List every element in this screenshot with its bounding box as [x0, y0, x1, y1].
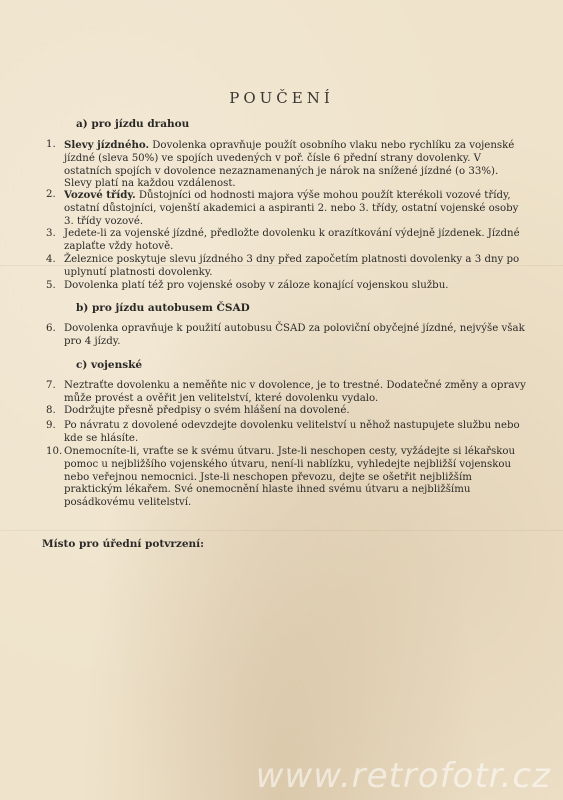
item-number: 10.: [46, 446, 63, 457]
item-text: Dovolenka opravňuje k použití autobusu ČSAD za poloviční obyčejné jízdné, nejvýše však pro 4 jízdy.: [64, 323, 525, 347]
item-text: Onemocníte-li, vraťte se k svému útvaru. Jste-li neschopen cesty, vyžádejte si lékařskou pomoc u nejbližšího vojenského útvaru, není-li nablízku, vyhledejte nejbližší vojenskou nebo veřejnou nemocnici. Jste-li neschopen převozu, dejte se ošetřit nejbližším praktickým lékařem. Své onemocnění hlaste ihned svému útvaru a nejbližšímu posádkovému velitelství.: [64, 446, 516, 509]
watermark: www.retrofotr.cz: [255, 756, 551, 796]
item-number: 1.: [46, 139, 56, 150]
item-number: 9.: [46, 420, 56, 431]
item-number: 5.: [46, 280, 56, 291]
item-number: 8.: [46, 405, 56, 416]
page-title: POUČENÍ: [229, 89, 334, 107]
list-item: [46, 323, 526, 349]
list-item: [46, 189, 526, 228]
list-item: [46, 280, 526, 293]
section-heading-c: c) vojenské: [76, 359, 143, 371]
list-item: [46, 254, 526, 280]
item-number: 7.: [46, 380, 56, 391]
list-item: [46, 380, 526, 406]
item-lead: Vozové třídy.: [64, 189, 136, 201]
section-heading-b: b) pro jízdu autobusem ČSAD: [76, 302, 250, 314]
item-number: 3.: [46, 228, 56, 239]
item-text: Železnice poskytuje slevu jízdného 3 dny před započetím platnosti dovolenky a 3 dny po uplynutí platnosti dovolenky.: [64, 254, 520, 278]
list-item: [46, 228, 526, 254]
item-lead: Slevy jízdného.: [64, 139, 150, 151]
section-heading-a: a) pro jízdu drahou: [76, 118, 190, 130]
item-number: 2.: [46, 189, 56, 200]
paper-fold: [0, 530, 563, 531]
item-text: Dovolenka opravňuje použít osobního vlaku nebo rychlíku za vojenské jízdné (sleva 50%) ve spojích uvedených v poř. čísle 6 přední strany dovolenky. V ostatních spojích v dovolence nezaznamenaných je nárok na snížené jízdné (o 33%). Slevy platí na každou vzdálenost.: [64, 140, 515, 190]
list-item: [46, 446, 526, 510]
item-number: 6.: [46, 323, 56, 334]
item-number: 4.: [46, 254, 56, 265]
list-item: [46, 139, 526, 191]
item-text: Dodržujte přesně předpisy o svém hlášení na dovolené.: [64, 405, 350, 416]
list-item: [46, 420, 526, 446]
item-text: Dovolenka platí též pro vojenské osoby v záloze konající vojenskou službu.: [64, 280, 449, 291]
item-text: Jedete-li za vojenské jízdné, předložte dovolenku k orazítkování výdejně jízdenek. Jízdné zaplaťte vždy hotově.: [64, 228, 520, 252]
official-confirmation-label: Místo pro úřední potvrzení:: [42, 538, 205, 550]
item-text: Po návratu z dovolené odevzdejte dovolenku velitelství u něhož nastupujete službu nebo kde se hlásíte.: [64, 420, 520, 444]
item-text: Důstojníci od hodnosti majora výše mohou použít kterékoli vozové třídy, ostatní důstojníci, vojenští akademici a aspiranti 2. nebo 3. třídy, ostatní vojenské osoby 3. třídy vozové.: [64, 190, 519, 227]
list-item: [46, 405, 526, 418]
item-text: Neztraťte dovolenku a neměňte nic v dovolence, je to trestné. Dodatečné změny a opravy může provést a ověřit jen velitelství, které dovolenku vydalo.: [64, 380, 526, 404]
